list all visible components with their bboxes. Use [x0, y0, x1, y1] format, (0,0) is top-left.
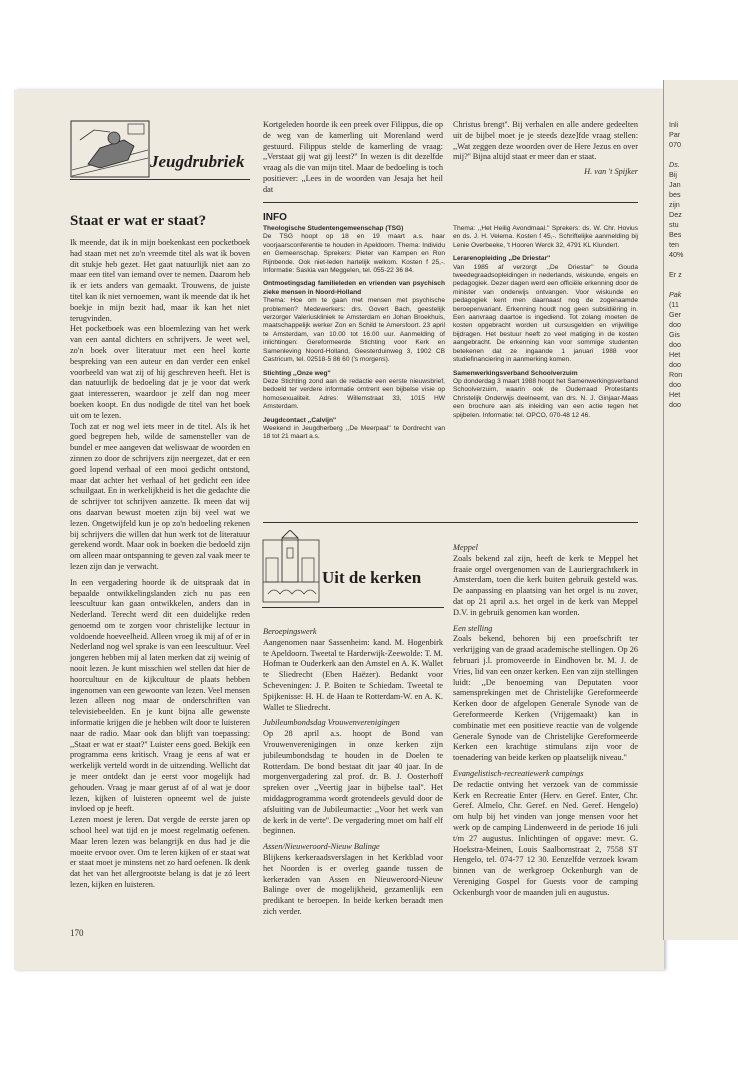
next-page-fragment: bes	[669, 190, 681, 199]
info-top-rule	[263, 202, 638, 203]
info-column-left	[263, 225, 445, 442]
next-page-fragment: ten	[669, 240, 679, 249]
next-page-fragment: Par	[669, 130, 681, 139]
next-page-fragment: doo	[669, 400, 681, 409]
next-page-fragment: doo	[669, 360, 681, 369]
info-heading: Samenwerkingsverband Schoolverzuim	[453, 369, 578, 377]
next-page-fragment: Dez	[669, 210, 682, 219]
info-text: Thema: ,,Het Heilig Avondmaal.'' Sprekers: ds. W. Chr. Hovius en ds. J. H. Velema. Kosten f 45,-. Schriftelijke aanmelding bij Lenie Overbeeke, 't Hooren Werck 32, 4791 KL Klundert.	[453, 225, 638, 249]
next-page-fragment: 070	[669, 140, 681, 149]
kerken-heading: Meppel	[453, 543, 478, 552]
next-page-fragment: Bij	[669, 170, 677, 179]
jeugdrubriek-title: Jeugdrubriek	[150, 152, 245, 171]
church-illustration	[262, 530, 320, 604]
article-column-3	[453, 120, 638, 178]
next-page-fragment: zijn	[669, 200, 680, 209]
next-page-fragment: Het	[669, 390, 681, 399]
article-paragraph: Toch zat er nog wel iets meer in de titel. Als ik het goed begrepen heb, wilde de samensteller van de bundel er mee aangeven dat weliswaar de woorden en zinnen zo door de schrijvers zijn neergezet, dat er een goed lopend verhaal of een mooi gedicht ontstond, maar dat achter het verhaal of het gedicht een idee schuilgaat. En in werkelijkheid is het die gedachte die de schrijver tot schrijven aanzette. Ik meen dat wij ons daarvan bewust moeten zijn bij veel wat we lezen. Ongetwijfeld kun je op zo'n bedoeling rekenen bij schrijvers die willen dat hun werk tot de literatuur gerekend wordt. Maar ook in boeken die bedoeld zijn om alleen maar ontspanning te geven zal vaak meer te lezen zijn dan je verwacht.	[70, 421, 250, 571]
page-number: 170	[70, 928, 84, 938]
info-heading: Theologische Studentengemeenschap (TSG)	[263, 225, 404, 232]
next-page-fragment: Pak	[669, 290, 682, 299]
next-page-fragment: Ron	[669, 370, 683, 379]
next-page-fragment: Ds.	[669, 160, 680, 169]
jeugdrubriek-illustration	[70, 120, 150, 178]
next-page-fragment: doo	[669, 380, 681, 389]
next-page-fragment: doo	[669, 320, 681, 329]
kerken-text: Op 28 april a.s. hoopt de Bond van Vrouwenverenigingen in onze kerken zijn jubileumbondsdag te houden in de Doelen te Rotterdam. De bond bestaat dit jaar 40 jaar. In de morgenvergadering zal prof. dr. B. J. Oosterhoff spreken over ,,Veertig jaar in bijbelse taal''. Het middagprogramma wordt grotendeels gevuld door de afsluiting van de Jubileumactie: ,,Voor het werk van de kerk in de verte''. De vergadering moet om half elf beginnen.	[263, 729, 443, 836]
kerken-heading: Evangelistisch-recreatiewerk campings	[453, 768, 584, 778]
kerken-text: Blijkens kerkeraadsverslagen in het Kerkblad voor het Noorden is er overleg gaande tussen de kerkeraden van Assen en Nieuweroord-Nieuw Balinge over de mogelijkheid, gezamenlijk een predikant te beroepen. In beide kerken beraadt men zich verder.	[263, 852, 443, 916]
article-col3-text: Christus brengt''. Bij verhalen en alle andere gedeelten uit de bijbel moet je je steeds deze]fde vraag stellen: ,,Wat zeggen deze woorden over de Here Jezus en over mij?'' Bijna altijd staat er meer dan er staat.	[453, 120, 638, 162]
info-text: Van 1985 af verzorgt ,,De Driestar'' te Gouda tweedegraadsopleidingen in nederlands, wiskunde, engels en pedagogiek. Dezer dagen werd een officiële erkenning door de minister van onderwijs ontvangen. Voor wiskunde en pedagogiek kent men daarnaast nog de zogenaamde beroepenvariant. Erkenning houdt nog geen subsidiëring in. Een aanvraag daartoe is ingediend. Tot zolang moeten de kosten opgebracht worden uit cursusgelden en vrijwillige bijdragen. Het bestuur heeft zo veel matiging in de kosten aangebracht. De erkenning kan voor sommige studenten betekenen dat ze ingaande 1 januari 1988 voor studiefinanciering in aanmerking komen.	[453, 263, 638, 364]
kerken-text: Zoals bekend zal zijn, heeft de kerk te Meppel het fraaie orgel overgenomen van de Lauriergrachtkerk in Amsterdam, toen die kerk buiten gebruik gesteld was. De aanpassing en plaatsing van het orgel is nu zover, dat op 21 april a.s. het orgel in de kerk van Meppel D.V. in gebruik genomen kan worden.	[453, 553, 638, 617]
article-column-1	[70, 238, 250, 891]
kerken-heading: Assen/Nieuweroord-Nieuw Balinge	[263, 842, 380, 852]
info-heading: Jeugdcontact ,,Calvijn''	[263, 416, 337, 424]
article-paragraph: In een vergadering hoorde ik de uitspraak dat in bepaalde ontwikkelingslanden zich nu pas een leescultuur kan gaan ontwikkelen, anders dan in Nederland. Terecht werd dit een duidelijke reden genoemd om te zorgen voor christelijke lectuur in voldoende hoeveelheid. Alleen vroeg ik mij af of er in Nederland nog wel sprake is van een leescultuur. Veel jongeren hebben mij al laten merken dat zij weinig of nooit lezen. Je kunt misschien wel stellen dat hier de hoorcultuur en de kijkcultuur de plaats hebben ingenomen van een gewoonte van lezen. Veel mensen lezen alleen nog maar de onderschriften van televisiebeelden. En je kunt bijna alle gewenste informatie krijgen die je hebben wilt door te luisteren naar de radio. Maar ook dan blijft van toepassing: ,,Staat er wat er staat?'' Luister eens goed. Bekijk een programma eens kritisch. Vraag je eens af wat er werkelijk verteld wordt in de uitzending. Wellicht dat je meer ontdekt dan je eerst voor mogelijk had gehouden. Vraag je maar gerust af of al wat je door lezen, kijken of luisteren opneemt wel de juiste invloed op je heeft.	[70, 577, 250, 814]
next-page-fragment: 40%	[669, 250, 684, 259]
next-page-fragment: (11	[669, 300, 679, 309]
kerken-heading: Jubileumbondsdag Vrouwenverenigingen	[263, 718, 400, 728]
next-page-fragment: Ger	[669, 310, 681, 319]
kerken-text: Aangenomen naar Sassenheim: kand. M. Hogenbirk te Apeldoorn. Tweetal te Harderwijk-Zeewolde: T. M. Hofman te Ouderkerk aan den Amstel en A. K. Wallet te Sliedrecht (Eben Haëzer). Bedankt voor Scheveningen: J. P. Boiten te Schiedam. Tweetal te Spijkenisse: H. H. de Haan te Rotterdam-W. en A. K. Wallet te Sliedrecht.	[263, 637, 443, 712]
next-page-fragment: Inli	[669, 120, 679, 129]
info-text: Deze Stichting zond aan de redactie een eerste nieuwsbrief, bedoeld ter verdere informatie omtrent een bijbelse visie op homosexualiteit. Adres: Willemstraat 33, 1015 HW Amsterdam.	[263, 377, 445, 411]
next-page-fragment: Er z	[669, 270, 682, 279]
next-page-fragment: Gis	[669, 330, 680, 339]
jeugdrubriek-rule	[70, 179, 250, 180]
info-text: De TSG hoopt op 18 en 19 maart a.s. haar voorjaarsconferentie te houden in Apeldoorn. Thema: Individu en Gemeenschap. Sprekers: Pieter van Kampen en Ron Rijnbende. Ook niet-leden hartelijk welkom. Kosten f 25,-. Informatie: Saskia van Meggelen, tel. 055-22 36 84.	[263, 233, 445, 275]
kerken-text: Zoals bekend, behoren bij een proefschrift ter verkrijging van de graad academische stellingen. Op 26 februari j.l. promoveerde in Eindhoven br. M. J. de Vries, lid van een onzer kerken. Een van zijn stellingen luidt: ,,De benoeming van Deputaten voor samensprekingen met de Christelijke Gereformeerde Kerken door de afgelopen Generale Synode van de Gereformeerde Kerken (Vrijgemaakt) kan in combinatie met een positieve reactie van de volgende Generale Synode van de Christelijke Gereformeerde Kerken een krachtige stimulans zijn voor de toenadering van beide kerken op plaatselijk niveau.''	[453, 634, 638, 763]
article-paragraph: Lezen moest je leren. Dat vergde de eerste jaren op school heel wat tijd en je moest regelmatig oefenen. Maar leren lezen was belangrijk en dus had je die moeite ervoor over. Om te leren kijken of er staat wat er staat moet je minstens net zo hard oefenen. Ik denk dat het van het allergrootste belang is dat je zó leert lezen, kijken en luisteren.	[70, 815, 250, 890]
kerken-heading: Beroepingswerk	[263, 627, 317, 636]
kerken-title: Uit de kerken	[322, 568, 422, 587]
next-page-fragment: Het	[669, 350, 681, 359]
info-column-right	[453, 225, 638, 420]
kerken-column-right	[453, 543, 638, 899]
info-text: Thema: Hoe om te gaan met mensen met psychische problemen? Medewerkers: drs. Govert Bach, geestelijk verzorger Valeriuskliniek te Amsterdam en Johan Broekhuis, maatschappelijk werker Zon en Schild te Amersfoort. 23 april te Amsterdam, van 10.00 tot 16.00 uur. Aanmelding of inlichtingen: Gereformeerde Stichting voor Kerk en Samenleving Noord-Holland, Geesterduinweg 3, 1902 CB Castricum, tel. 02518-5 86 60 ('s morgens).	[263, 297, 445, 364]
next-page-fragment: Jan	[669, 180, 681, 189]
article-headline: Staat er wat er staat?	[70, 213, 207, 229]
info-heading: Ontmoetingsdag familieleden en vrienden van psychisch zieke mensen in Noord-Holland	[263, 280, 445, 296]
next-page-fragment: stu	[669, 220, 679, 229]
article-col2-text: Kortgeleden hoorde ik een preek over Filippus, die op de weg van de kamerling uit Morenland werd gestuurd. Filippus stelde de kamerling de vraag: ,,Verstaat gij wat gij leest?'' In wezen is dit dezelfde vraag als die van mijn titel. Maar de bedoeling is toch positiever: ,,Lees in de woorden van Jesaja het heil dat	[263, 120, 443, 194]
article-signature: H. van 't Spijker	[584, 167, 638, 177]
info-text: Op donderdag 3 maart 1988 hoopt het Samenwerkingsverband Schoolverzuim, waarin ook de Ouderraad Protestants Christelijk Onderwijs deelneemt, van drs. N. J. Ginjaar-Maas een brochure aan als inleiding van een actie tegen het spijbelen. Informatie: tel. OPCO, 070-48 12 46.	[453, 377, 638, 419]
info-heading: Lerarenopleiding ,,De Driestar''	[453, 255, 551, 263]
info-title: INFO	[263, 212, 287, 223]
article-paragraph: Het pocketboek was een bloemlezing van het werk van een aantal dichters en schrijvers. Je weet wel, zo'n boek over literatuur met een heel korte bespreking van een auteur en dan verder een enkel voorbeeld van wat zij of hij geschreven heeft. Het is dan natuurlijk de bedoeling dat je je voor dat werk gaat interesseren, waardoor je zelf dan nog meer boeken koopt. En dus nodigde de titel van het boek uit om te lezen.	[70, 324, 250, 420]
kerken-text: De redactie ontving het verzoek van de commissie Kerk en Recreatie Enter (Herv. en Geref. Enter, Chr. Geref. Almelo, Chr. Geref. en Ned. Geref. Hengelo) om hulp bij het vinden van jonge mensen voor het werk op de camping Lindenweerd in de periode 16 juli t/m 27 augustus. Inlichtingen of opgave: mevr. G. Hoekstra-Meinen, Louis Saalbornstraat 2, 7558 ST Hengelo, tel. 074-77 12 30. Eenzelfde verzoek kwam binnen van de werkgroep Ockenburgh van de Vereniging Gospel for Guests voor de camping Ockenburgh voor de maanden juli en augustus.	[453, 779, 638, 897]
article-paragraph: Ik meende, dat ik in mijn boekenkast een pocketboek had staan met net zo'n vreemde titel als wat ik boven dit stukje heb gezet. Het gaat natuurlijk niet aan zo maar een titel van iemand over te nemen. Daarom heb ik er iets anders van gemaakt. Trouwens, de juiste titel kan ik niet vernoemen, want ik meende dat ik het boekje in mijn bezit had, maar ik kan het niet terugvinden.	[70, 238, 250, 323]
kerken-rule	[262, 607, 444, 608]
article-column-2	[263, 120, 443, 196]
info-heading: Stichting ,,Onze weg''	[263, 369, 331, 377]
next-page-edge	[663, 80, 738, 940]
info-bottom-rule	[263, 522, 638, 523]
next-page-fragment: doo	[669, 340, 681, 349]
kerken-column-left	[263, 627, 443, 918]
kerken-heading: Een stelling	[453, 623, 493, 633]
info-text: Weekend in Jeugdherberg ,,De Meerpaal'' te Dordrecht van 18 tot 21 maart a.s.	[263, 424, 445, 441]
next-page-fragment: Bes	[669, 230, 682, 239]
